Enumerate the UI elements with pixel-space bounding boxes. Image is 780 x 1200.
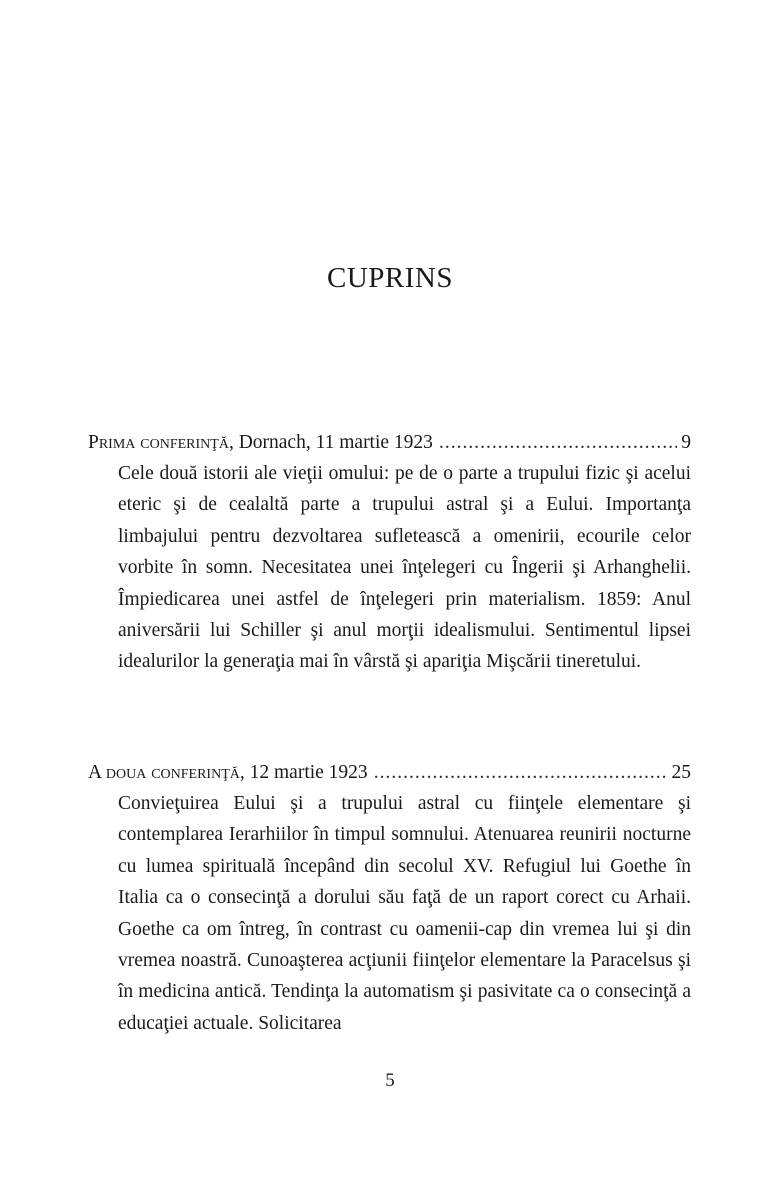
- toc-entry-description: Convieţuirea Eului şi a trupului astral cu fiinţele elementare şi contemplarea Ierarhiilor în timpul somnului. Atenuarea reunirii nocturne cu lumea spirituală începând din secolul XV. Refugiul lui Goethe în Italia ca o consecinţă a dorului său faţă de un raport corect cu Arhaii. Goethe ca om întreg, în contrast cu oamenii-cap din vremea lui şi din vremea noastră. Cunoaşterea acţiunii fiinţelor elementare la Paracelsus şi în medicina antică. Tendinţa la automatism şi pasivitate ca o consecinţă a educaţiei actuale. Solicitarea: [118, 793, 691, 1034]
- toc-entry-description: Cele două istorii ale vieţii omului: pe de o parte a trupului fizic şi acelui eteric şi de cealaltă parte a trupului astral şi a Eului. Importanţa limbajului pentru dezvoltarea sufletească a omenirii, ecourile celor vorbite în somn. Necesitatea unei înţelegeri cu Îngerii şi Arhanghelii. Împiedicarea unei astfel de înţelegeri prin materialism. 1859: Anul aniversării lui Schiller şi anul morţii idealismului. Sentimentul lipsei idealurilor la generaţia mai în vârstă şi apariţia Mişcării tineretului.: [118, 463, 691, 673]
- toc-entry-details: , Dornach, 11 martie 1923: [228, 432, 433, 453]
- page-title: CUPRINS: [327, 262, 453, 294]
- toc-entry: [88, 758, 691, 1039]
- toc-entry-page-number: 9: [681, 432, 691, 453]
- toc-entry-details: , 12 martie 1923: [239, 762, 368, 783]
- dot-leader: [439, 428, 677, 458]
- toc-entry-label: A doua conferinţă: [88, 762, 240, 783]
- dot-leader: [374, 758, 668, 788]
- page-number: 5: [385, 1070, 395, 1091]
- toc-entry: [88, 428, 691, 678]
- toc-entry-heading: [88, 758, 691, 788]
- toc-entry-label: Prima conferinţă: [88, 432, 229, 453]
- toc-entry-page-number: 25: [671, 762, 691, 783]
- toc-entry-heading: [88, 428, 691, 458]
